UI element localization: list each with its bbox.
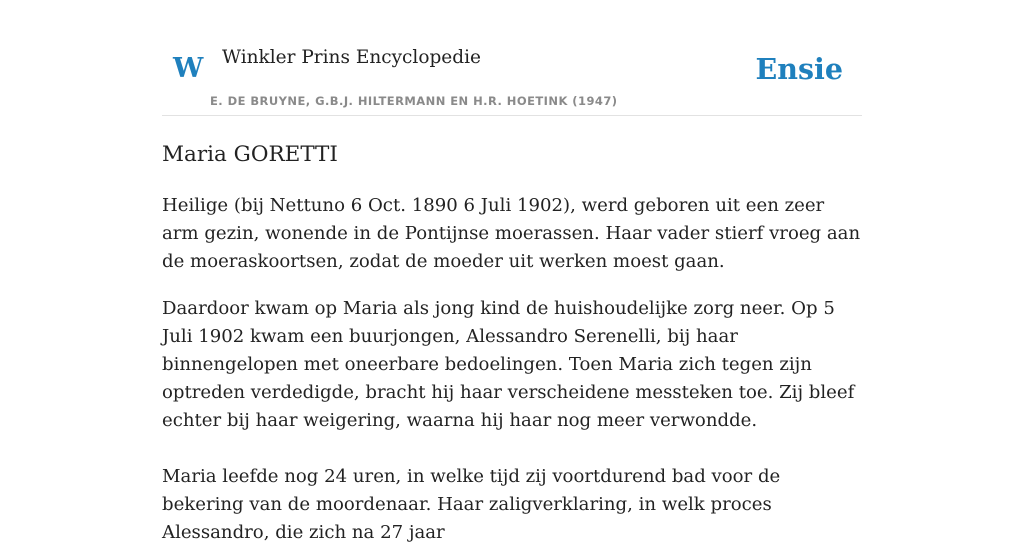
- article: [162, 137, 862, 547]
- book-title-link[interactable]: Winkler Prins Encyclopedie: [222, 47, 481, 68]
- book-header: [162, 0, 862, 116]
- article-paragraph: Heilige (bij Nettuno 6 Oct. 1890 6 Juli 1902), werd geboren uit een zeer arm gezin, wonende in de Pontijnse moerassen. Haar vader stierf vroeg aan de moeraskoortsen, zodat de moeder uit werken moest gaan.: [162, 195, 861, 272]
- book-logo[interactable]: W: [173, 53, 204, 84]
- article-paragraph: Daardoor kwam op Maria als jong kind de huishoudelijke zorg neer. Op 5 Juli 1902 kwam een buurjongen, Alessandro Serenelli, bij haar binnengelopen met oneerbare bedoelingen. Toen Maria zich tegen zijn optreden verdedigde, bracht hij haar verscheidene messteken toe. Zij bleef echter bij haar weigering, waarna hij haar nog meer verwondde.: [162, 298, 855, 431]
- ensie-logo-link[interactable]: Ensie: [755, 52, 843, 86]
- article-paragraph: Maria leefde nog 24 uren, in welke tijd zij voortdurend bad voor de bekering van de moordenaar. Haar zaligverklaring, in welk proces Alessandro, die zich na 27 jaar: [162, 466, 781, 543]
- article-title: Maria GORETTI: [162, 142, 338, 167]
- book-authors: E. DE BRUYNE, G.B.J. HILTERMANN EN H.R. HOETINK (1947): [210, 94, 618, 108]
